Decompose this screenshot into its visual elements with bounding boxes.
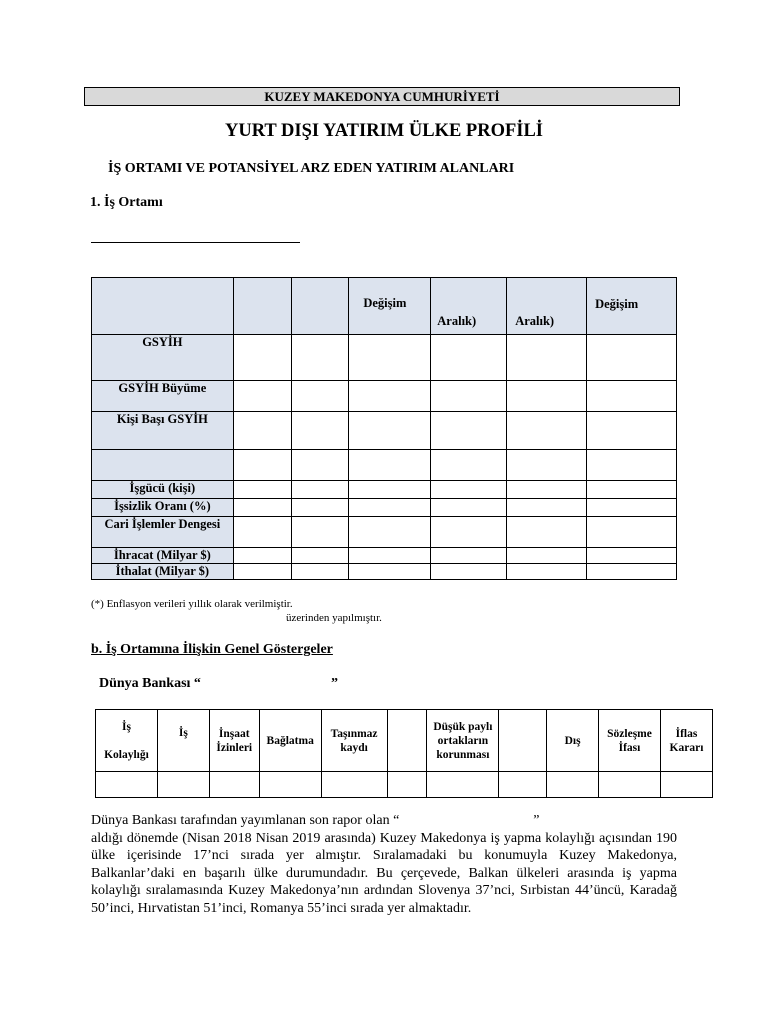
table-row [92, 450, 677, 481]
redacted-heading-line [91, 242, 300, 243]
row-label: İthalat (Milyar $) [92, 564, 234, 580]
table-row [92, 564, 677, 580]
header-cell: İş Kolaylığı [96, 710, 158, 772]
table-header-row [96, 710, 713, 772]
table-row [92, 412, 677, 450]
header-cell [233, 278, 291, 335]
table-row [92, 517, 677, 548]
country-banner: KUZEY MAKEDONYA CUMHURİYETİ [84, 87, 680, 106]
row-label: İhracat (Milyar $) [92, 548, 234, 564]
world-bank-label-close: ” [330, 676, 338, 691]
row-label: GSYİH Büyüme [92, 381, 234, 412]
header-cell: Aralık) [431, 278, 507, 335]
header-cell: Değişim [587, 278, 677, 335]
header-cell: Taşınmaz kaydı [321, 710, 387, 772]
row-label: İşgücü (kişi) [92, 481, 234, 499]
source-footnote: üzerinden yapılmıştır. [286, 612, 382, 624]
header-cell: İş [157, 710, 209, 772]
paragraph-body: aldığı dönemde (Nisan 2018 Nisan 2019 arasında) Kuzey Makedonya iş yapma kolaylığı açısından 190 ülke içerisinde 17’nci sırada yer almıştır. Sıralamadaki bu konumuyla Kuzey Makedonya, Balkanlar’daki en başarılı ülke durumundadır. Bu çerçevede, Balkan ülkeleri arasında iş yapma kolaylığı sıralamasında Kuzey Makedonya’nın ardından Slovenya 37’nci, Sırbistan 44’üncü, Karadağ 50’inci, Hırvatistan 51’inci, Romanya 55’inci sırada yer almaktadır. [91, 830, 677, 916]
doing-business-table [95, 709, 713, 798]
world-bank-report-label [99, 676, 338, 692]
section-heading-business-environment: 1. İş Ortamı [90, 195, 163, 210]
header-cell [92, 278, 234, 335]
table-row [92, 548, 677, 564]
header-cell: Düşük paylı ortakların korunması [427, 710, 499, 772]
section-heading-indicators: b. İş Ortamına İlişkin Genel Göstergeler [91, 642, 333, 657]
row-label [92, 450, 234, 481]
table-row [92, 499, 677, 517]
header-cell: Dış [547, 710, 599, 772]
row-label: Cari İşlemler Dengesi [92, 517, 234, 548]
header-cell: İflas Kararı [660, 710, 712, 772]
table-header-row [92, 278, 677, 335]
page-title: YURT DIŞI YATIRIM ÜLKE PROFİLİ [224, 121, 544, 141]
header-cell: Bağlatma [259, 710, 321, 772]
inflation-footnote: (*) Enflasyon verileri yıllık olarak verilmiştir. [91, 598, 293, 610]
header-cell [499, 710, 547, 772]
table-row [92, 335, 677, 381]
header-cell: İnşaat İzinleri [209, 710, 259, 772]
row-label: İşsizlik Oranı (%) [92, 499, 234, 517]
world-bank-label-open: Dünya Bankası “ [99, 676, 201, 691]
header-cell: Aralık) [507, 278, 587, 335]
economic-indicators-table [91, 277, 677, 580]
header-cell [291, 278, 349, 335]
header-cell [387, 710, 427, 772]
table-row [92, 381, 677, 412]
paragraph-first-line: Dünya Bankası tarafından yayımlanan son rapor olan “ ” [91, 813, 540, 828]
table-row [96, 772, 713, 798]
world-bank-paragraph [91, 812, 677, 917]
header-cell: Sözleşme İfası [599, 710, 661, 772]
row-label: GSYİH [92, 335, 234, 381]
page-subtitle: İŞ ORTAMI VE POTANSİYEL ARZ EDEN YATIRIM ALANLARI [108, 161, 515, 176]
header-cell: Değişim [349, 278, 431, 335]
table-row [92, 481, 677, 499]
row-label: Kişi Başı GSYİH [92, 412, 234, 450]
